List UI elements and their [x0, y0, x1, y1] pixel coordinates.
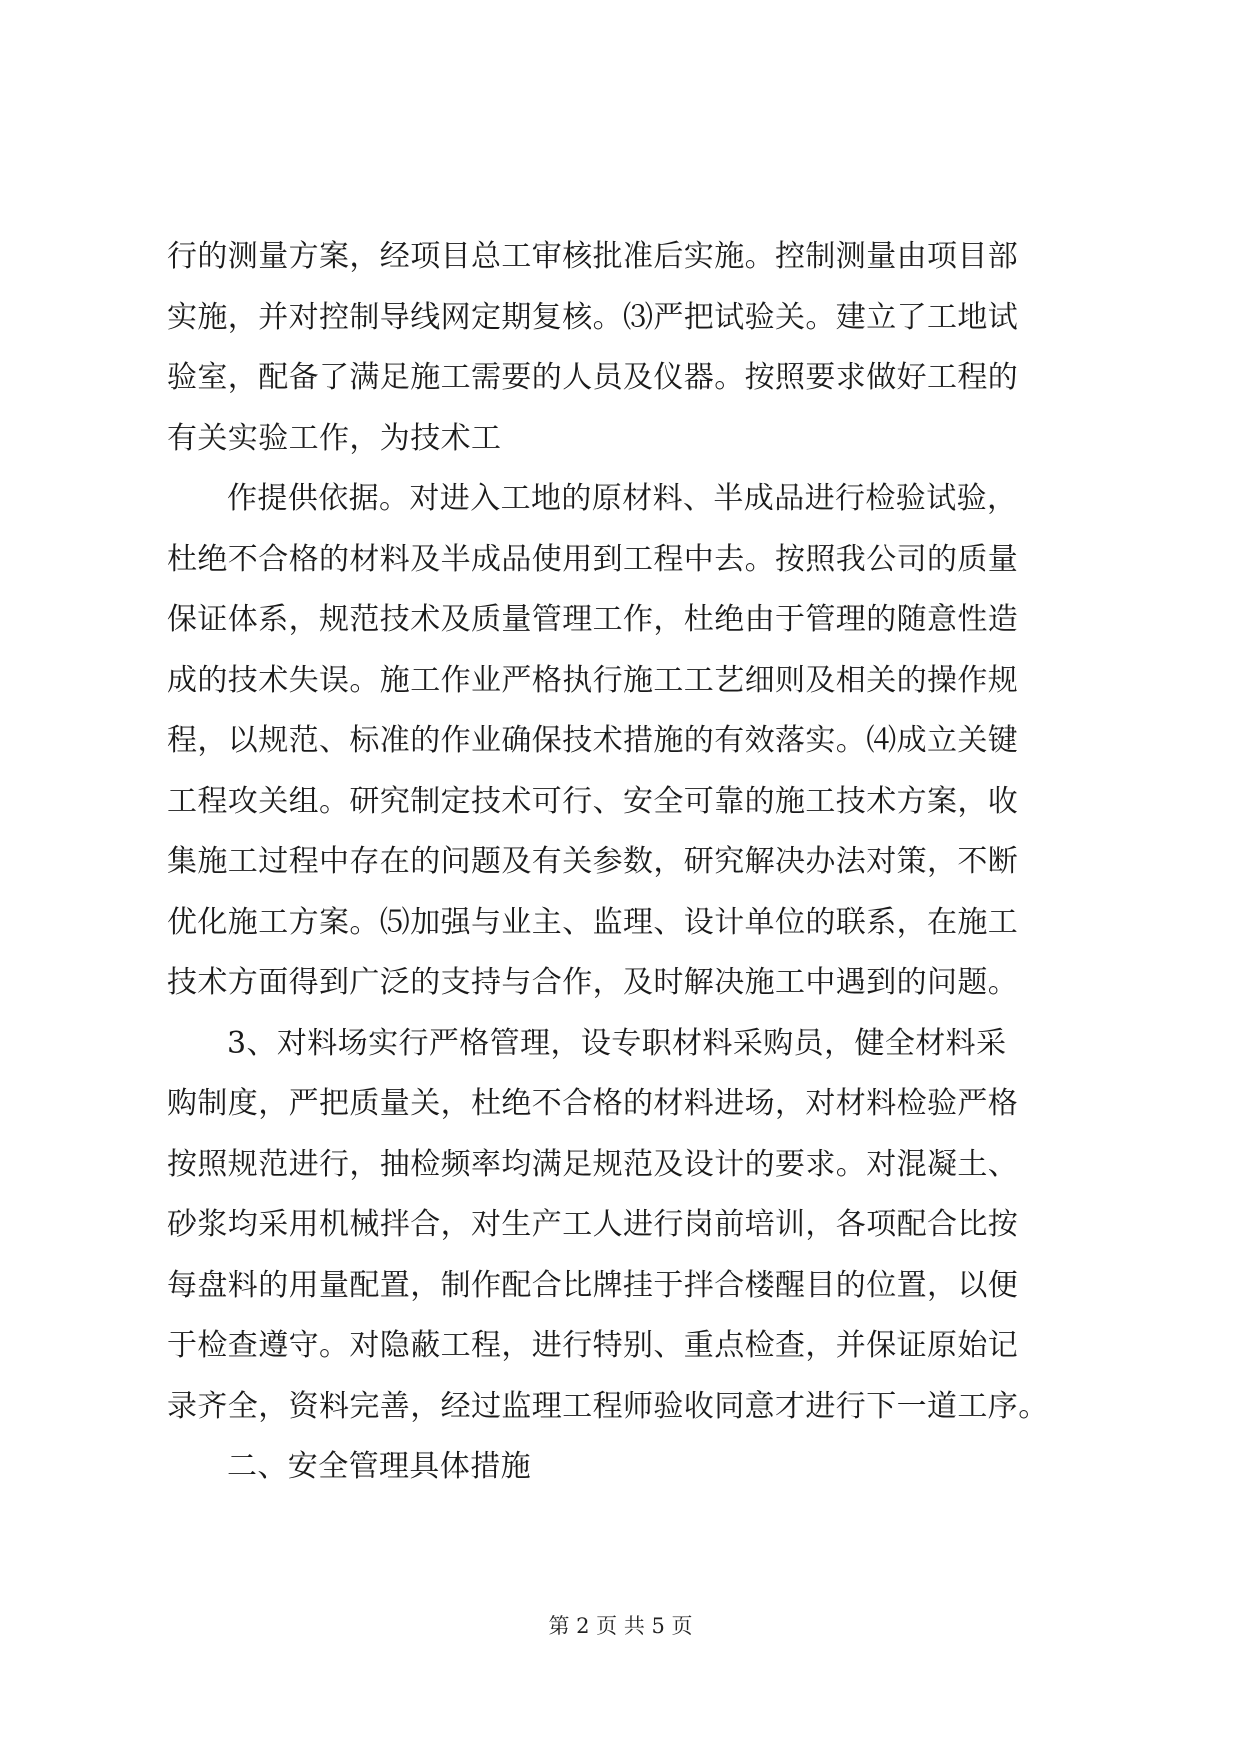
- text-line: 二、安全管理具体措施: [227, 1449, 531, 1484]
- text-line: 优化施工方案。⑸加强与业主、监理、设计单位的联系，在施工: [167, 904, 1019, 940]
- text-line: 技术方面得到广泛的支持与合作，及时解决施工中遇到的问题。: [167, 965, 1019, 1000]
- text-line: 有关实验工作，为技术工: [167, 420, 502, 456]
- text-line: 程，以规范、标准的作业确保技术措施的有效落实。⑷成立关键: [167, 723, 1019, 758]
- page-footer: 第 2 页 共 5 页: [548, 1614, 693, 1638]
- text-line: 工程攻关组。研究制定技术可行、安全可靠的施工技术方案，收: [167, 783, 1019, 819]
- text-line: 保证体系，规范技术及质量管理工作，杜绝由于管理的随意性造: [167, 602, 1019, 637]
- text-line: 杜绝不合格的材料及半成品使用到工程中去。按照我公司的质量: [167, 541, 1019, 577]
- text-line: 按照规范进行，抽检频率均满足规范及设计的要求。对混凝土、: [167, 1146, 1019, 1182]
- text-line: 砂浆均采用机械拌合，对生产工人进行岗前培训，各项配合比按: [167, 1207, 1019, 1242]
- text-line: 3、对料场实行严格管理，设专职材料采购员，健全材料采: [227, 1025, 1007, 1061]
- text-line: 验室，配备了满足施工需要的人员及仪器。按照要求做好工程的: [167, 360, 1019, 395]
- text-line: 行的测量方案，经项目总工审核批准后实施。控制测量由项目部: [167, 239, 1019, 274]
- text-line: 实施，并对控制导线网定期复核。⑶严把试验关。建立了工地试: [167, 299, 1019, 335]
- text-line: 每盘料的用量配置，制作配合比牌挂于拌合楼醒目的位置，以便: [167, 1267, 1019, 1303]
- body-text: [167, 227, 1087, 1498]
- text-line: 录齐全，资料完善，经过监理工程师验收同意才进行下一道工序。: [167, 1388, 1049, 1424]
- text-line: 购制度，严把质量关，杜绝不合格的材料进场，对材料检验严格: [167, 1086, 1019, 1121]
- text-line: 集施工过程中存在的问题及有关参数，研究解决办法对策，不断: [167, 844, 1019, 879]
- text-line: 于检查遵守。对隐蔽工程，进行特别、重点检查，并保证原始记: [167, 1328, 1019, 1363]
- text-line: 成的技术失误。施工作业严格执行施工工艺细则及相关的操作规: [167, 662, 1019, 698]
- text-line: 作提供依据。对进入工地的原材料、半成品进行检验试验，: [227, 481, 1018, 516]
